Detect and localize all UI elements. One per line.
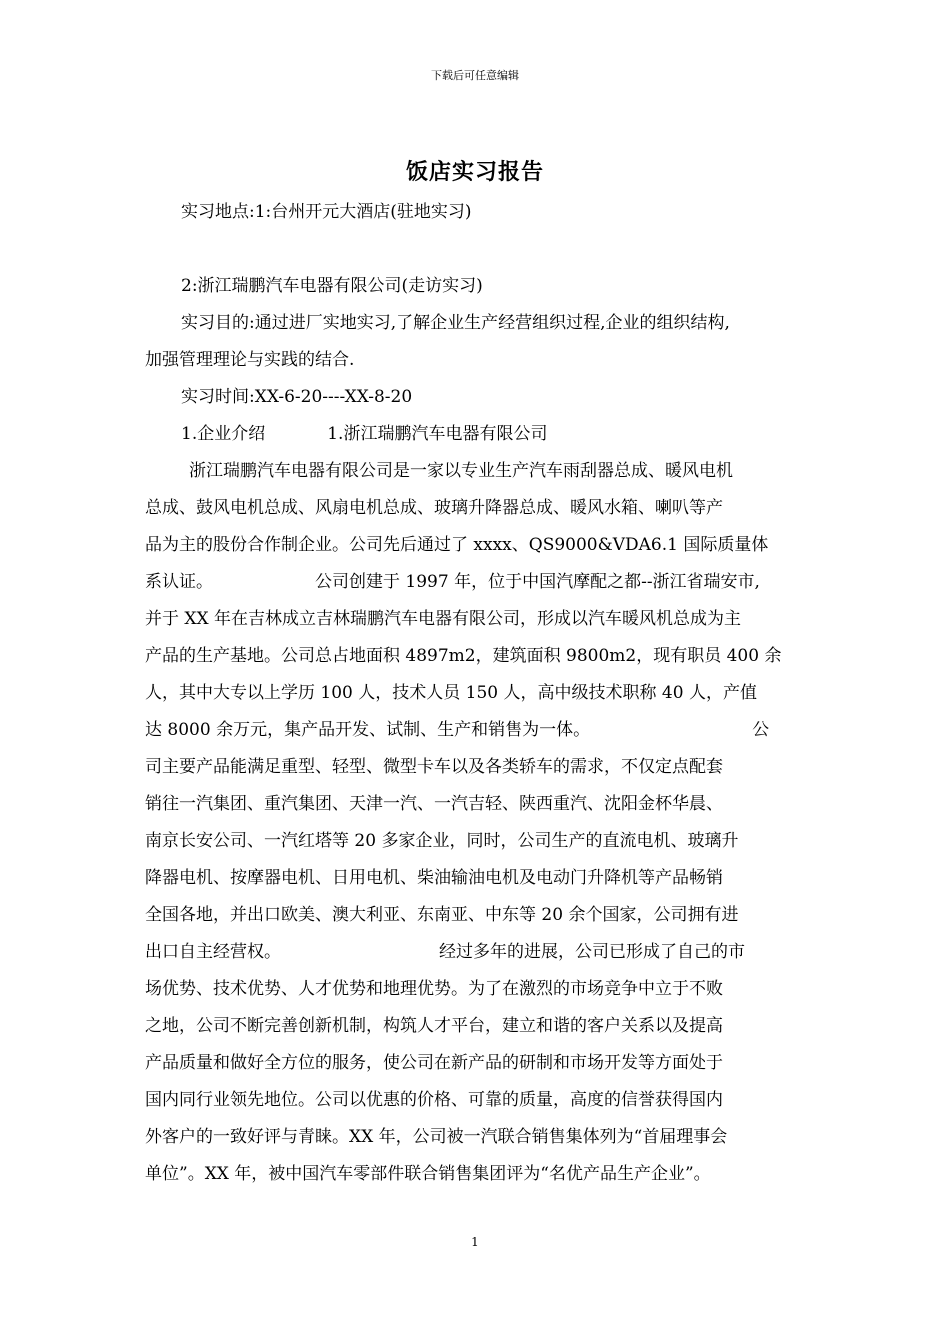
paragraph-line bbox=[145, 712, 813, 749]
paragraph-fragment: 达 8000 余万元，集产品开发、试制、生产和销售为一体。 bbox=[145, 720, 591, 740]
section-subheading: 1.浙江瑞鹏汽车电器有限公司 bbox=[327, 424, 548, 444]
paragraph-fragment: 公司创建于 1997 年，位于中国汽摩配之都--浙江省瑞安市, bbox=[315, 572, 760, 592]
location-2-line: 2:浙江瑞鹏汽车电器有限公司(走访实习) bbox=[181, 276, 483, 296]
location-line: 实习地点:1:台州开元大酒店(驻地实习) bbox=[181, 202, 472, 222]
paragraph-fragment: 公 bbox=[752, 720, 770, 740]
paragraph-line: 产品的生产基地。公司总占地面积 4897m2，建筑面积 9800m2，现有职员 400 余 bbox=[145, 646, 782, 666]
document-body bbox=[145, 194, 813, 1193]
paragraph-line: 场优势、技术优势、人才优势和地理优势。为了在激烈的市场竞争中立于不败 bbox=[145, 979, 723, 999]
paragraph-line: 销往一汽集团、重汽集团、天津一汽、一汽吉轻、陕西重汽、沈阳金杯华晨、 bbox=[145, 794, 723, 814]
paragraph-line: 并于 XX 年在吉林成立吉林瑞鹏汽车电器有限公司，形成以汽车暖风机总成为主 bbox=[145, 609, 742, 629]
paragraph-line: 产品质量和做好全方位的服务，使公司在新产品的研制和市场开发等方面处于 bbox=[145, 1053, 723, 1073]
paragraph-line: 司主要产品能满足重型、轻型、微型卡车以及各类轿车的需求，不仅定点配套 bbox=[145, 757, 723, 777]
paragraph-line bbox=[145, 934, 813, 971]
blank-line bbox=[145, 231, 813, 268]
document-title: 饭店实习报告 bbox=[405, 159, 544, 185]
paragraph-line: 品为主的股份合作制企业。公司先后通过了 xxxx、QS9000&VDA6.1 国际质量体 bbox=[145, 535, 769, 555]
time-line: 实习时间:XX-6-20----XX-8-20 bbox=[181, 387, 413, 407]
paragraph-line: 降器电机、按摩器电机、日用电机、柴油输油电机及电动门升降机等产品畅销 bbox=[145, 868, 723, 888]
paragraph-fragment: 系认证。 bbox=[145, 572, 213, 592]
paragraph-line: 浙江瑞鹏汽车电器有限公司是一家以专业生产汽车雨刮器总成、暖风电机 bbox=[189, 461, 733, 481]
header-note: 下载后可任意编辑 bbox=[431, 69, 519, 82]
paragraph-line: 人，其中大专以上学历 100 人，技术人员 150 人，高中级技术职称 40 人，产值 bbox=[145, 683, 757, 703]
paragraph-line: 国内同行业领先地位。公司以优惠的价格、可靠的质量，高度的信誉获得国内 bbox=[145, 1090, 723, 1110]
section-heading-line bbox=[145, 416, 813, 453]
purpose-line-2: 加强管理理论与实践的结合. bbox=[145, 350, 355, 370]
paragraph-line: 外客户的一致好评与青睐。XX 年，公司被一汽联合销售集体列为“首届理事会 bbox=[145, 1127, 728, 1147]
purpose-line-1: 实习目的:通过进厂实地实习,了解企业生产经营组织过程,企业的组织结构, bbox=[181, 313, 730, 333]
paragraph-line bbox=[145, 564, 813, 601]
paragraph-line: 总成、鼓风电机总成、风扇电机总成、玻璃升降器总成、暖风水箱、喇叭等产 bbox=[145, 498, 723, 518]
page-number: 1 bbox=[471, 1235, 479, 1249]
paragraph-line: 单位”。XX 年，被中国汽车零部件联合销售集团评为“名优产品生产企业”。 bbox=[145, 1164, 711, 1184]
section-heading: 1.企业介绍 bbox=[181, 424, 266, 444]
paragraph-line: 之地，公司不断完善创新机制，构筑人才平台，建立和谐的客户关系以及提高 bbox=[145, 1016, 723, 1036]
paragraph-fragment: 出口自主经营权。 bbox=[145, 942, 281, 962]
paragraph-line: 全国各地，并出口欧美、澳大利亚、东南亚、中东等 20 余个国家，公司拥有进 bbox=[145, 905, 739, 925]
paragraph-fragment: 经过多年的进展，公司已形成了自己的市 bbox=[439, 942, 745, 962]
paragraph-line: 南京长安公司、一汽红塔等 20 多家企业，同时，公司生产的直流电机、玻璃升 bbox=[145, 831, 739, 851]
